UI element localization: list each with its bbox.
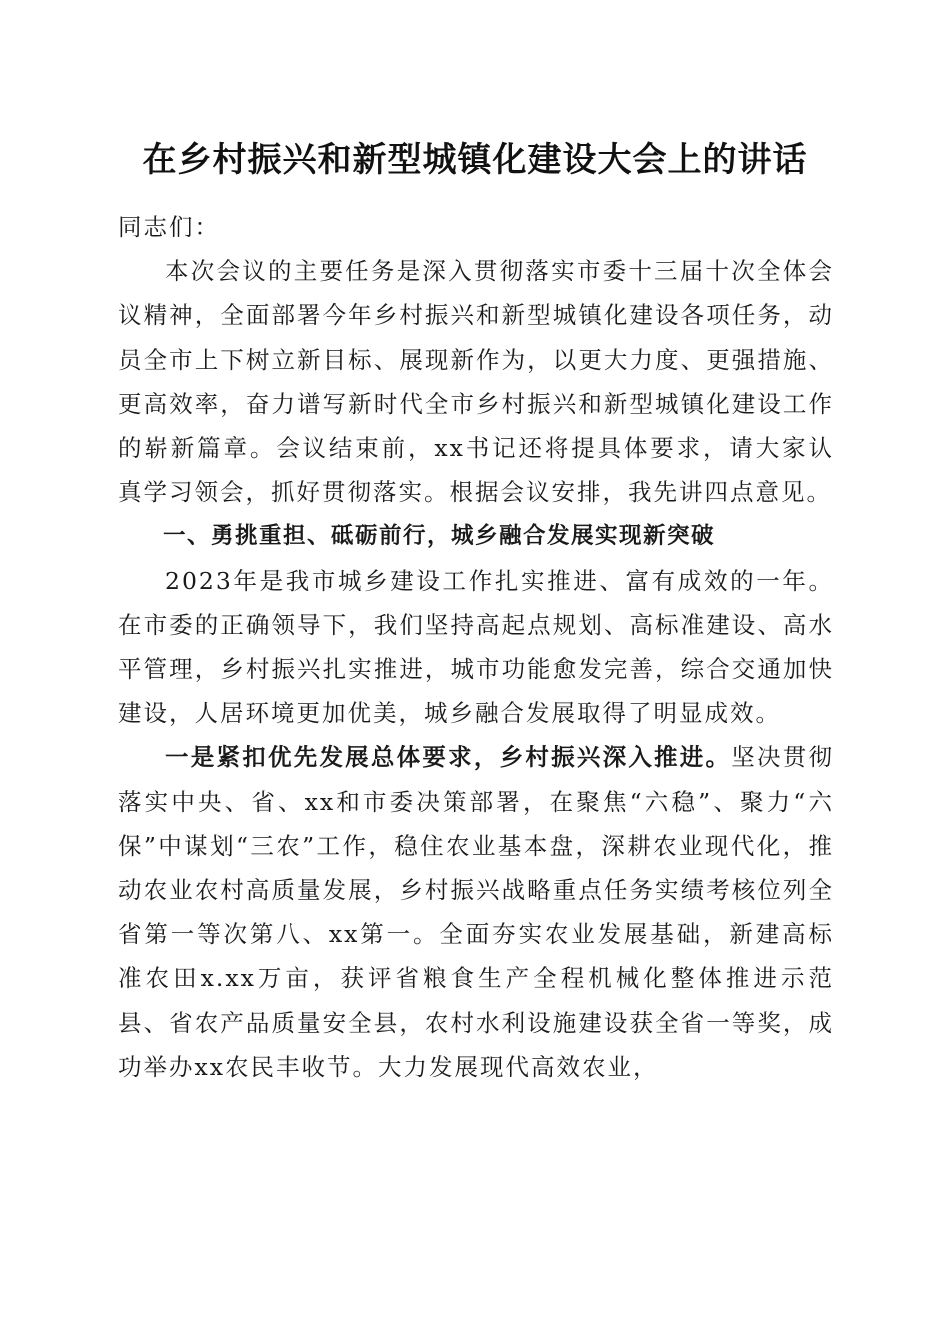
section-paragraph: 2023年是我市城乡建设工作扎实推进、富有成效的一年。在市委的正确领导下，我们坚持高起点规划、高标准建设、高水平管理，乡村振兴扎实推进，城市功能愈发完善，综合交通加快建设，人居环境更加优美，城乡融合发展取得了明显成效。 <box>118 566 834 728</box>
point-one-lead: 一是紧扣优先发展总体要求，乡村振兴深入推进。 <box>165 743 732 772</box>
document-title: 在乡村振兴和新型城镇化建设大会上的讲话 <box>142 140 808 180</box>
point-one-paragraph <box>118 735 834 1089</box>
intro-paragraph: 本次会议的主要任务是深入贯彻落实市委十三届十次全体会议精神，全面部署今年乡村振兴和新型城镇化建设各项任务，动员全市上下树立新目标、展现新作为，以更大力度、更强措施、更高效率，奋力谱写新时代全市乡村振兴和新型城镇化建设工作的崭新篇章。会议结束前，xx书记还将提具体要求，请大家认真学习领会，抓好贯彻落实。根据会议安排，我先讲四点意见。 <box>118 257 834 507</box>
point-one-text: 坚决贯彻落实中央、省、xx和市委决策部署，在聚焦“六稳”、聚力“六保”中谋划“三农”工作，稳住农业基本盘，深耕农业现代化，推动农业农村高质量发展，乡村振兴战略重点任务实绩考核位列全省第一等次第八、xx第一。全面夯实农业发展基础，新建高标准农田x.xx万亩，获评省粮食生产全程机械化整体推进示范县、省农产品质量安全县，农村水利设施建设获全省一等奖，成功举办xx农民丰收节。大力发展现代高效农业， <box>118 743 835 1081</box>
salutation: 同志们： <box>118 213 220 241</box>
section-heading: 一、勇挑重担、砥砺前行，城乡融合发展实现新突破 <box>163 523 716 550</box>
document-body <box>118 205 834 1089</box>
